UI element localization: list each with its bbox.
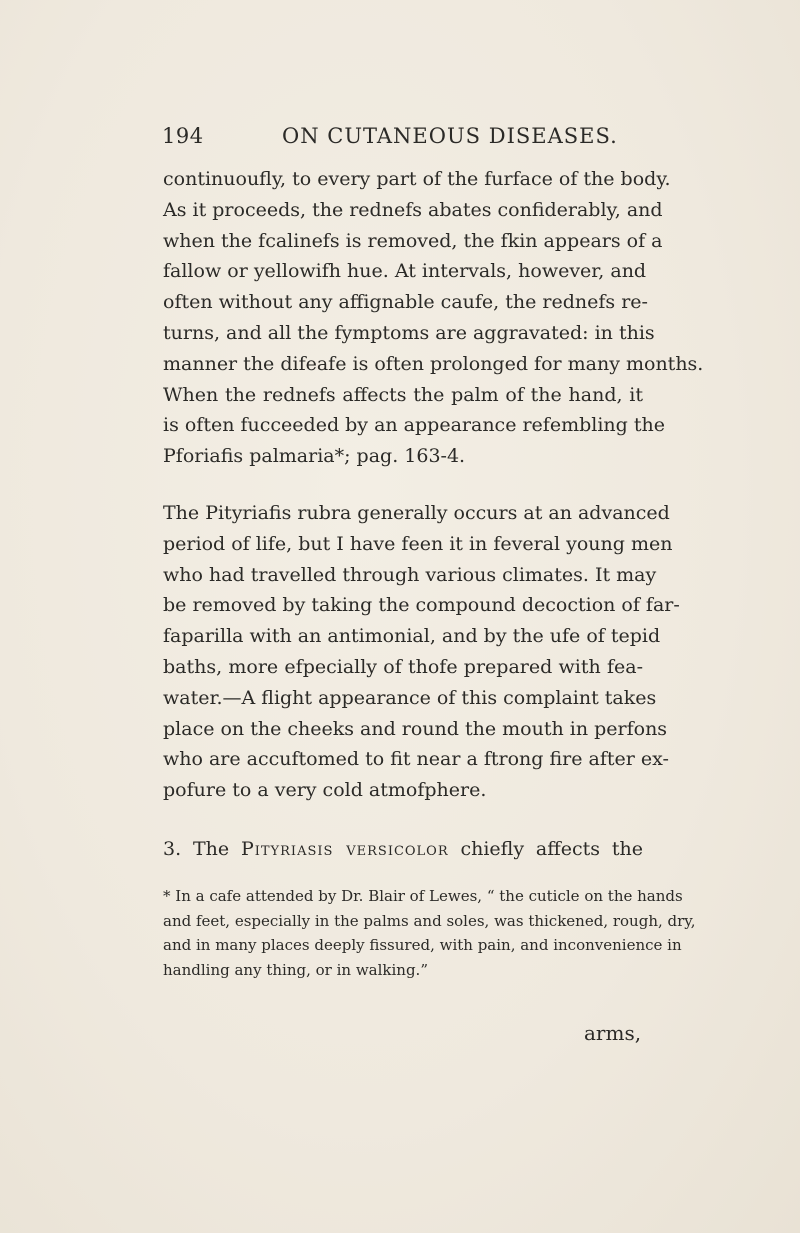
- text-line: pofure to a very cold atmofphere.: [163, 779, 487, 802]
- text-line: fallow or yellowifh hue. At intervals, however, and: [163, 260, 647, 283]
- running-title: ON CUTANEOUS DISEASES.: [282, 124, 618, 148]
- text-line: baths, more efpecially of thofe prepared with fea-: [163, 655, 643, 678]
- footnote: [163, 884, 696, 982]
- footnote-line: and feet, especially in the palms and soles, was thickened, rough, dry,: [163, 911, 696, 930]
- paragraph-1: [163, 164, 704, 472]
- text-line: who are accuftomed to fit near a ftrong fire after ex-: [163, 748, 669, 771]
- footnote-line: handling any thing, or in walking.”: [163, 960, 428, 979]
- paragraph-spacer: [163, 806, 643, 834]
- text-fragment: chiefly affects the: [448, 837, 643, 860]
- text-line: faparilla with an antimonial, and by the ufe of tepid: [163, 625, 661, 648]
- text-line: continuoufly, to every part of the furface of the body.: [163, 168, 671, 190]
- text-line: when the fcalinefs is removed, the fkin appears of a: [163, 229, 663, 252]
- footnote-line: and in many places deeply fissured, with pain, and inconvenience in: [163, 936, 682, 954]
- text-line: often without any affignable caufe, the rednefs re-: [163, 291, 648, 314]
- footnote-line: * In a cafe attended by Dr. Blair of Lewes, “ the cuticle on the hands: [163, 887, 683, 905]
- text-line: The Pityriafis rubra generally occurs at an advanced: [163, 501, 670, 524]
- text-line: manner the difeafe is often prolonged for many months.: [163, 352, 704, 375]
- disease-name: Pityriasis versicolor: [240, 837, 449, 860]
- paragraph-spacer: [163, 472, 643, 498]
- paragraph-3: [163, 834, 643, 865]
- text-line: who had travelled through various climates. It may: [163, 563, 657, 586]
- paragraph-2: [163, 498, 680, 806]
- catchword: arms,: [584, 1021, 642, 1045]
- text-line: be removed by taking the compound decoction of far-: [163, 594, 680, 617]
- text-line: As it proceeds, the rednefs abates confiderably, and: [163, 198, 663, 221]
- text-line: turns, and all the fymptoms are aggravated: in this: [163, 321, 655, 344]
- section-number: 3. The: [163, 837, 241, 860]
- page-number: 194: [162, 124, 204, 148]
- page-header: [162, 124, 662, 154]
- text-line: period of life, but I have feen it in feveral young men: [163, 532, 673, 555]
- body-text: [163, 164, 704, 865]
- text-line: Pforiafis palmaria*; pag. 163-4.: [163, 445, 466, 468]
- text-line: place on the cheeks and round the mouth in perfons: [163, 717, 668, 740]
- text-line: [163, 834, 643, 865]
- text-line: water.—A flight appearance of this complaint takes: [163, 686, 657, 709]
- text-line: is often fucceeded by an appearance refembling the: [163, 414, 665, 437]
- text-line: When the rednefs affects the palm of the hand, it: [163, 383, 643, 406]
